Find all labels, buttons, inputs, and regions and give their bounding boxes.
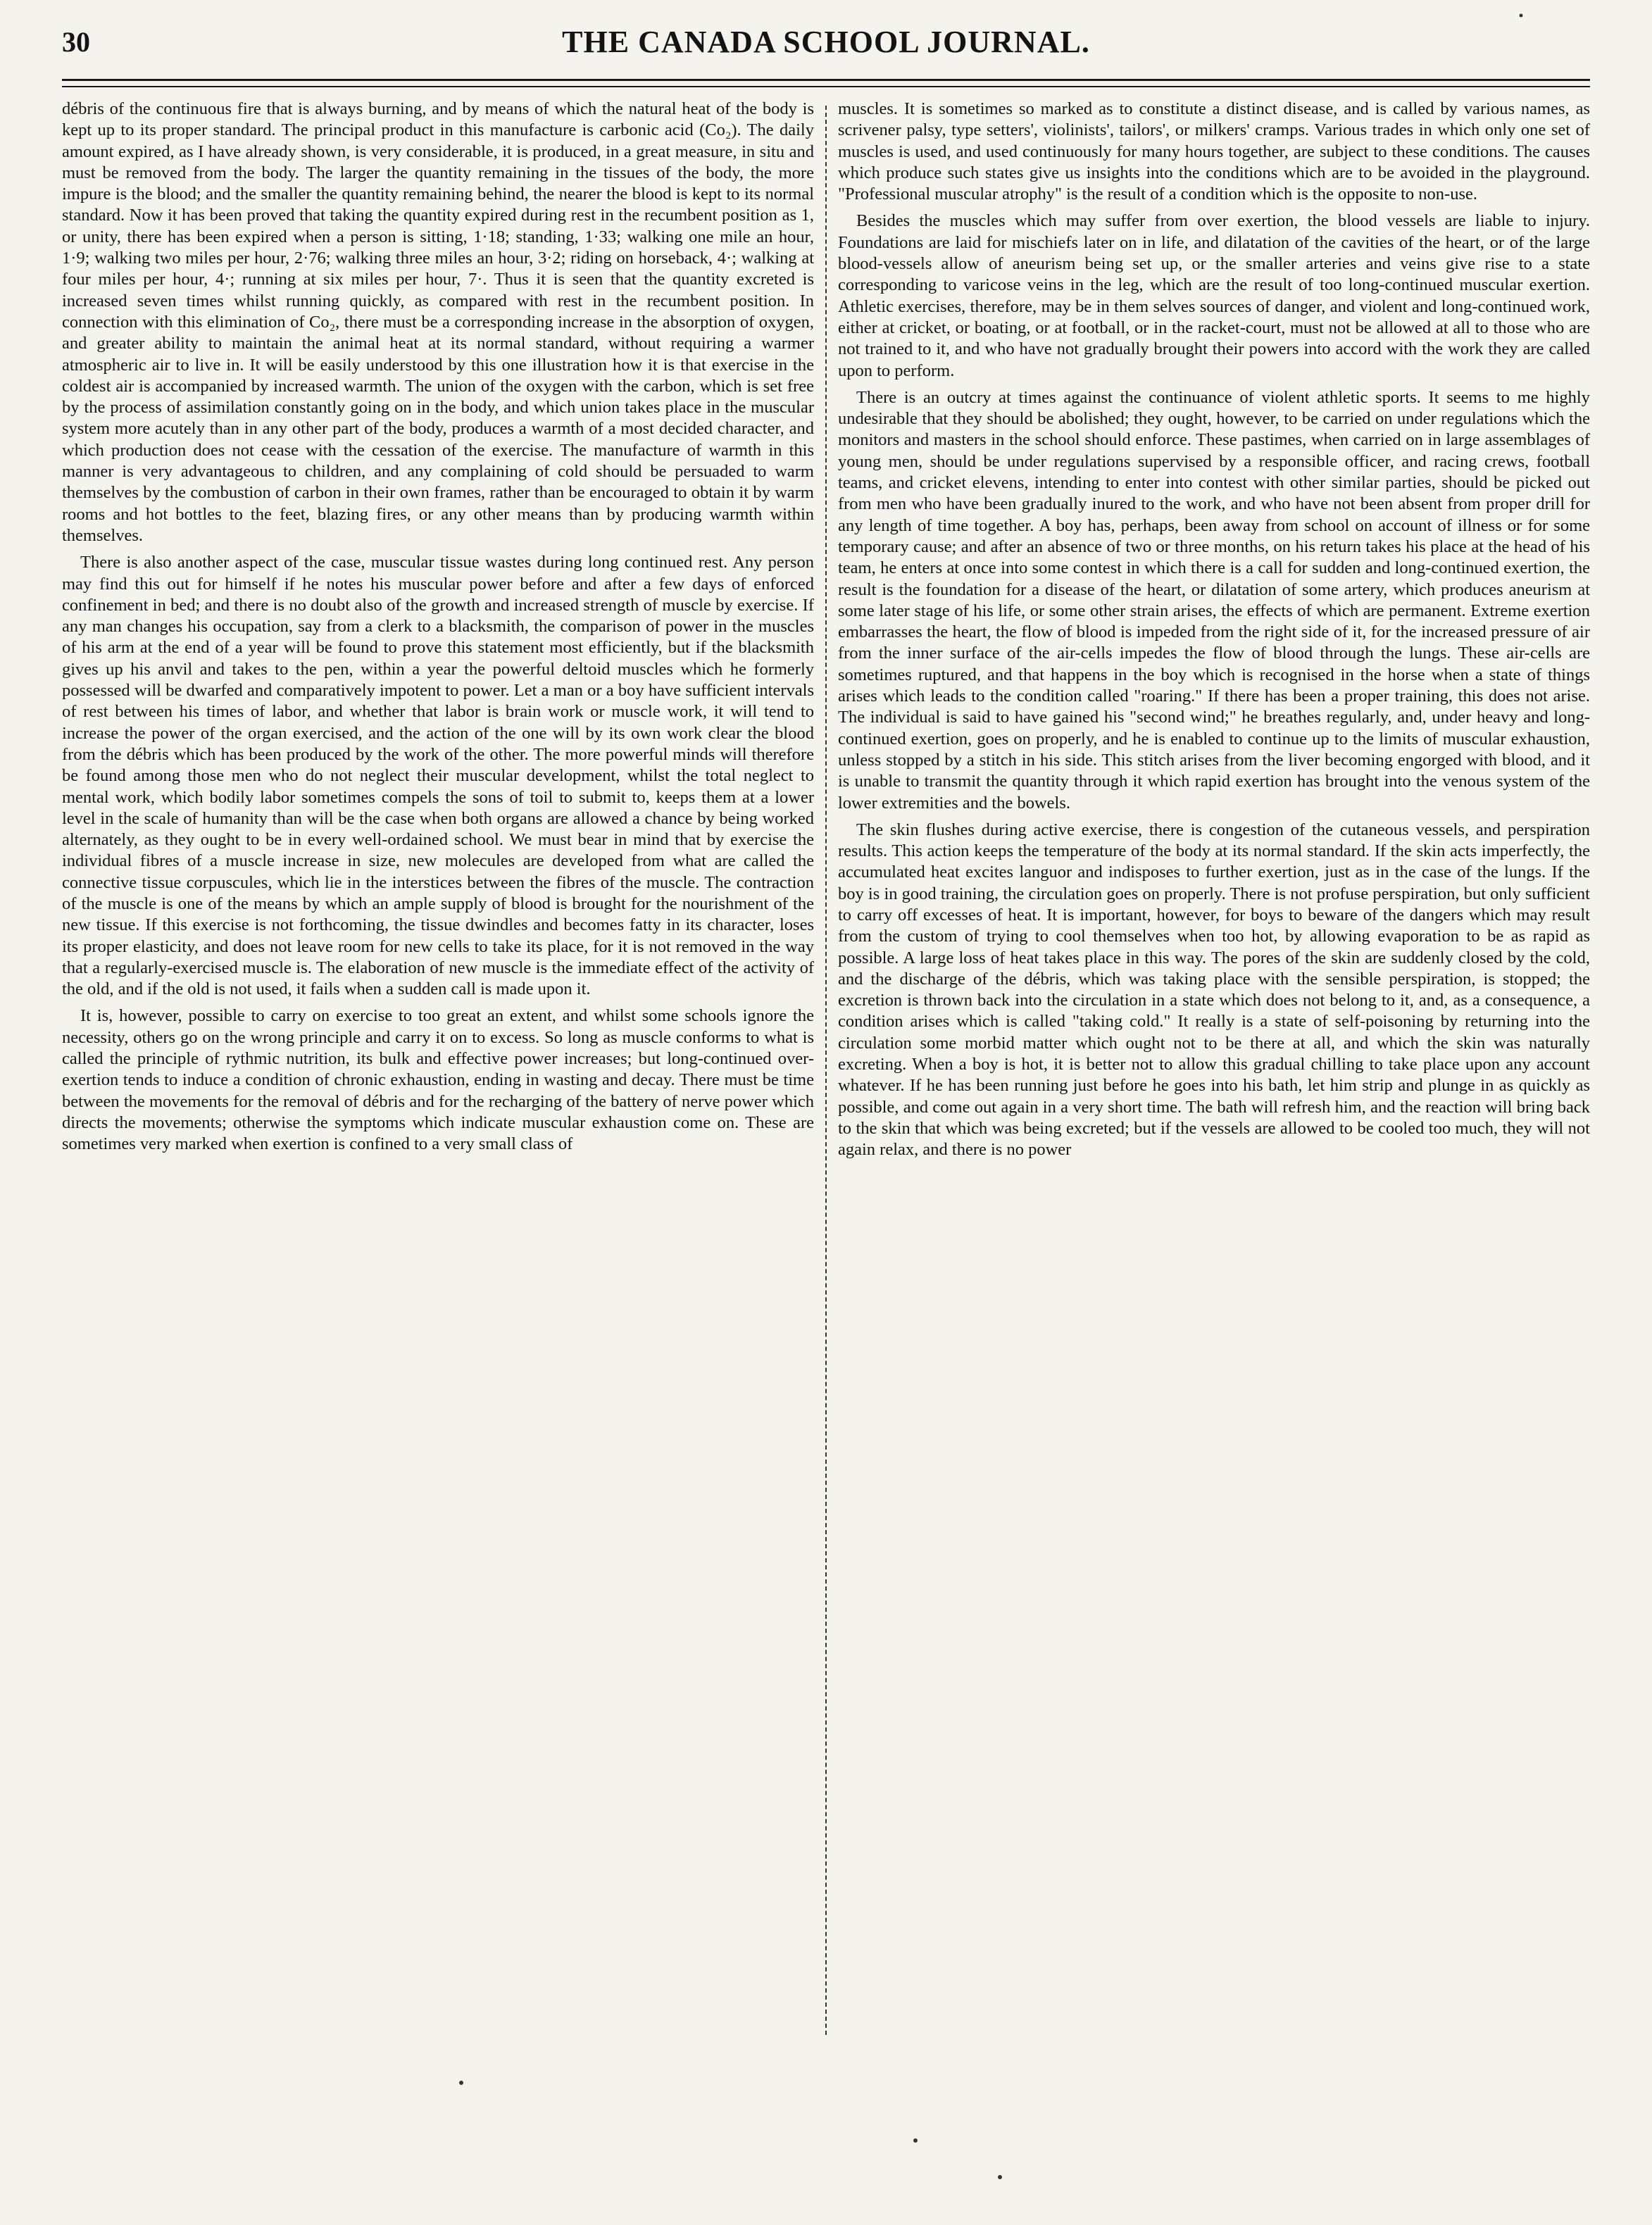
paragraph: There is an outcry at times against the continuance of violent athletic sports. It seems to me highly undesirable that they should be abolished; they ought, however, to be carried on under regulations which the monitors and masters in the school should enforce. These pastimes, when carried on in large assemblages of young men, should be under regulations supervised by a responsible officer, and racing crews, football teams, and cricket elevens, intending to enter into contest with other similar parties, should be picked out from men who have been gradually inured to the work, and who have not been absent from proper drill for any length of time together. A boy has, perhaps, been away from school on account of illness or for some temporary cause; and after an absence of two or three months, on his return takes his place at the head of his team, he enters at once into some contest in which there is a call for sudden and long-continued exertion, the result is the foundation for a disease of the heart, or dilatation of some artery, which produces aneurism at some later stage of his life, or some other strain arises, the effects of which are permanent. Extreme exertion embarrasses the heart, the flow of blood is impeded from the right side of it, for the increased pressure of air from the inner surface of the air-cells impedes the flow of blood through the lungs. These air-cells are sometimes ruptured, and that happens in the boy which is recognised in the horse when a state of things arises which leads to the condition called "roaring." If there has been a proper training, this does not arise. The individual is said to have gained his "second wind;" he breathes regularly, and, under heavy and long-continued exertion, goes on properly, and he is enabled to continue up to the limits of muscular exhaustion, unless stopped by a stitch in his side. This stitch arises from the liver becoming engorged with blood, and it is unable to transmit the quantity through it which rapid exertion has brought into the venous system of the lower extremities and the bowels. <box>838 387 1590 813</box>
journal-title: THE CANADA SCHOOL JOURNAL. <box>562 25 1090 59</box>
left-column <box>62 99 814 1993</box>
paragraph: It is, however, possible to carry on exercise to too great an extent, and whilst some schools ignore the necessity, others go on the wrong principle and carry it on to excess. So long as muscle conforms to what is called the principle of rythmic nutrition, its bulk and effective power increases; but long-continued over-exertion tends to induce a condition of chronic exhaustion, ending in wasting and decay. There must be time between the movements for the removal of débris and for the recharging of the battery of nerve power which directs the movements; otherwise the symptoms which indicate muscular exhaustion come on. These are sometimes very marked when exertion is confined to a very small class of <box>62 1006 814 1154</box>
paragraph: There is also another aspect of the case, muscular tissue wastes during long continued rest. Any person may find this out for himself if he notes his muscular power before and after a few days of enforced confinement in bed; and there is no doubt also of the growth and increased strength of muscle by exercise. If any man changes his occupation, say from a clerk to a blacksmith, the comparison of power in the muscles of his arm at the end of a year will be found to prove this statement most efficiently, but if the blacksmith gives up his anvil and takes to the pen, within a year the powerful deltoid muscles which he formerly possessed will be dwarfed and comparatively impotent to power. Let a man or a boy have sufficient intervals of rest between his times of labor, and whether that labor is brain work or muscle work, it will tend to increase the power of the organ exercised, and the action of the one will by its own work clear the blood from the débris which has been produced by the work of the other. The more powerful minds will therefore be found among those men who do not neglect their muscular development, whilst the total neglect to mental work, which bodily labor sometimes compels the sons of toil to submit to, keeps them at a lower level in the scale of humanity than will be the case when both organs are allowed a chance by being worked alternately, as they ought to be in every well-ordained school. We must bear in mind that by exercise the individual fibres of a muscle increase in size, new molecules are developed from what are called the connective tissue corpuscules, which lie in the interstices between the fibres of the muscle. The contraction of the muscle is one of the means by which an ample supply of blood is brought for the nourishment of the new tissue. If this exercise is not forthcoming, the tissue dwindles and becomes fatty in its character, loses its proper elasticity, and does not leave room for new cells to take its place, for it is not removed in the way that a regularly-exercised muscle is. The elaboration of new muscle is the immediate effect of the activity of the old, and if the old is not used, it fails when a sudden call is made upon it. <box>62 553 814 999</box>
page-header <box>62 20 1590 65</box>
paragraph: débris of the continuous fire that is always burning, and by means of which the natural heat of the body is kept up to its proper standard. The principal product in this manufacture is carbonic acid (Co₂). The daily amount expired, as I have already shown, is very considerable, it is produced, in a great measure, in situ and must be removed from the body. The larger the quantity remaining in the tissues of the body, the more impure is the blood; and the smaller the quantity remaining behind, the nearer the blood is kept to its normal standard. Now it has been proved that taking the quantity expired during rest in the recumbent position as 1, or unity, there has been expired when a person is sitting, 1·18; standing, 1·33; walking one mile an hour, 1·9; walking two miles per hour, 2·76; walking three miles an hour, 3·2; riding on horseback, 4·; walking at four miles per hour, 4·; running at six miles per hour, 7·. Thus it is seen that the quantity excreted is increased seven times whilst running quickly, as compared with rest in the recumbent position. In connection with this elimination of Co₂, there must be a corresponding increase in the absorption of oxygen, and greater ability to maintain the animal heat at its normal standard, without requiring a warmer atmospheric air to live in. It will be easily understood by this one illustration how it is that exercise in the coldest air is accompanied by increased warmth. The union of the oxygen with the carbon, which is set free by the process of assimilation constantly going on in the body, and which union takes place in the muscular system more acutely than in any other part of the body, produces a warmth of a most decided character, and which production does not cease with the cessation of the exercise. The manufacture of warmth in this manner is very advantageous to children, and any complaining of cold should be persuaded to warm themselves by the combustion of carbon in their own frames, rather than be encouraged to obtain it by warm rooms and hot bottles to the feet, blazing fires, or any other means than by producing warmth within themselves. <box>62 99 814 545</box>
header-rule-thin <box>62 86 1590 87</box>
paragraph: The skin flushes during active exercise, there is congestion of the cutaneous vessels, and perspiration results. This action keeps the temperature of the body at its normal standard. If the skin acts imperfectly, the accumulated heat excites languor and indisposes to further exertion, just as in the case of the lungs. If the boy is in good training, the circulation goes on properly. There is not profuse perspiration, but only sufficient to carry off excesses of heat. It is important, however, for boys to beware of the dangers which may result from the custom of trying to cool themselves when too hot, by allowing evaporation to be as rapid as possible. A large loss of heat takes place in this way. The pores of the skin are suddenly closed by the cold, and the discharge of the débris, which was taking place with the sensible perspiration, is stopped; the excretion is thrown back into the circulation in a state which does not belong to it, and, as a consequence, a condition arises which is called "taking cold." It really is a state of self-poisoning by returning into the circulation some morbid matter which ought not to be there at all, and which the skin was naturally excreting. When a boy is hot, it is better not to allow this gradual chilling to take place upon any account whatever. If he has been running just before he goes into his bath, let him strip and plunge in as quickly as possible, and come out again in a very short time. The bath will refresh him, and the reaction will bring back to the skin that which was being excreted; but if the vessels are allowed to be cooled too much, they will not again relax, and there is no power <box>838 820 1590 1160</box>
paragraph: muscles. It is sometimes so marked as to constitute a distinct disease, and is called by various names, as scrivener palsy, type setters', violinists', tailors', or milkers' cramps. Various trades in which only one set of muscles is used, and used continuously for many hours together, are subject to these conditions. The causes which produce such states give us insights into the conditions which are to be avoided in the playground. "Professional muscular atrophy" is the result of a condition which is the opposite to non-use. <box>838 99 1590 204</box>
page-number: 30 <box>62 26 90 58</box>
right-column <box>838 99 1590 1993</box>
paragraph: Besides the muscles which may suffer from over exertion, the blood vessels are liable to injury. Foundations are laid for mischiefs later on in life, and dilatation of the cavities of the heart, or of the large blood-vessels allow of aneurism being set up, or the smaller arteries and veins give rise to a state corresponding to varicose veins in the leg, which are the result of too long-continued muscular exertion. Athletic exercises, therefore, may be in them selves sources of danger, and violent and long-continued work, either at cricket, or boating, or at football, or in the racket-court, must not be allowed at all to those who are not trained to it, and who have not gradually brought their powers into accord with the work they are called upon to perform. <box>838 211 1590 380</box>
header-rule-thick <box>62 79 1590 81</box>
column-divider <box>825 106 827 2035</box>
